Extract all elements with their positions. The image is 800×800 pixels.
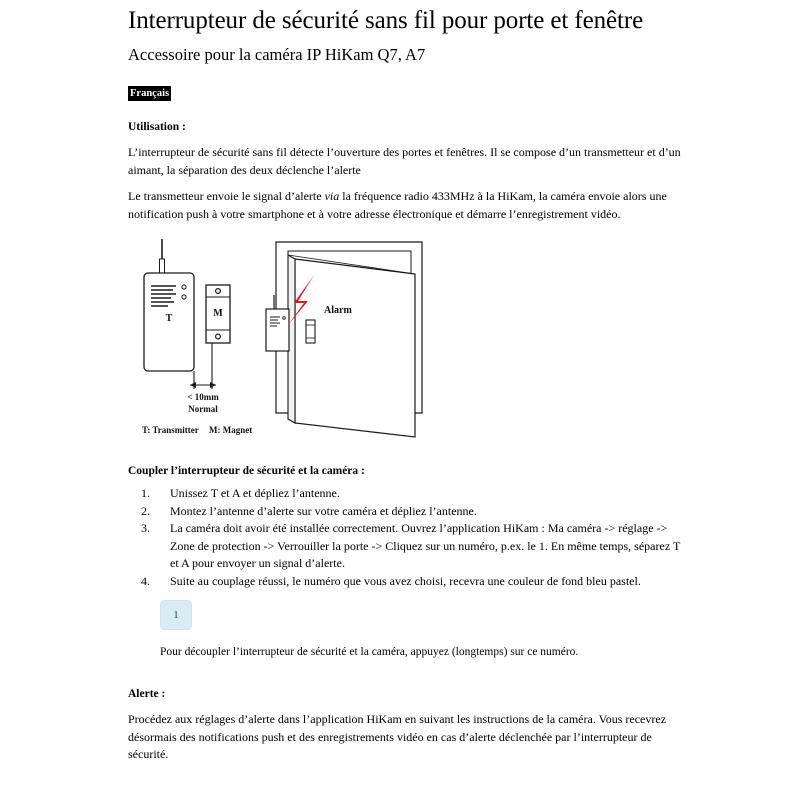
magnet-label: M — [213, 308, 223, 319]
utilisation-paragraph-2-part1: Le transmetteur envoie le signal d’alerte — [128, 189, 325, 203]
list-item — [128, 503, 685, 521]
dimension-arrow-left-icon — [190, 382, 196, 388]
diagram-svg — [128, 237, 428, 447]
diagram-legend-transmitter: T: Transmitter — [142, 425, 199, 435]
utilisation-paragraph-2 — [128, 188, 685, 223]
list-item — [128, 485, 685, 503]
gap-dimension-group — [187, 382, 219, 414]
step-text: Unissez T et A et dépliez l’antenne. — [170, 486, 340, 500]
step-text: Suite au couplage réussi, le numéro que vous avez choisi, recevra une couleur de fond bleu pastel. — [170, 573, 641, 588]
step-text: La caméra doit avoir été installée correctement. Ouvrez l’application HiKam : Ma caméra -> réglage -> Zone de protection -> Verrouiller la porte -> Cliquez sur un numéro, p.ex. le 1. En même temps, séparez T et A pour envoyer un signal d’alerte. — [170, 521, 681, 570]
door-transmitter-unit — [266, 295, 289, 351]
door-scene-group — [266, 242, 422, 437]
list-item — [128, 573, 685, 591]
unpair-note: Pour découpler l’interrupteur de sécurité et la caméra, appuyez (longtemps) sur ce numéro. — [160, 646, 579, 658]
list-item — [128, 520, 685, 573]
utilisation-paragraph-1: L’interrupteur de sécurité sans fil détecte l’ouverture des portes et fenêtres. Il se compose d’un transmetteur et d’un aimant, la séparation des deux déclenche l’alerte — [128, 145, 681, 177]
protection-zone-number-button[interactable]: 1 — [160, 600, 192, 630]
dimension-arrow-right-icon — [210, 382, 216, 388]
installation-diagram — [128, 237, 428, 447]
transmitter-group — [144, 239, 194, 389]
section-heading-alerte: Alerte : — [128, 688, 166, 700]
step-text: Montez l’antenne d’alerte sur votre caméra et dépliez l’antenne. — [170, 503, 477, 518]
section-heading-utilisation: Utilisation : — [128, 121, 186, 133]
door-unit-body — [266, 309, 289, 351]
alarm-label: Alarm — [324, 305, 352, 316]
alerte-paragraph: Procédez aux réglages d’alerte dans l’application HiKam en suivant les instructions de la caméra. Vous recevrez désormais des notifications push et des enregistrements vidéo en cas d’alerte déclenchée par l’interrupteur de sécurité. — [128, 712, 667, 761]
transmitter-label: T — [165, 313, 173, 324]
magnet-group — [206, 285, 230, 389]
section-heading-coupler: Coupler l’interrupteur de sécurité et la caméra : — [128, 465, 365, 477]
gap-label-line1: < 10mm — [187, 392, 219, 402]
utilisation-paragraph-2-italic: via — [324, 189, 340, 203]
pair-button-row — [128, 600, 685, 630]
door-magnet-strip — [306, 320, 315, 343]
language-tag-container — [128, 83, 685, 101]
step-number: 1. — [141, 486, 150, 500]
step-number: 3. — [141, 521, 150, 535]
page-subtitle: Accessoire pour la caméra IP HiKam Q7, A7 — [128, 45, 426, 64]
language-tag: Français — [130, 88, 170, 99]
step-number: 2. — [141, 503, 150, 518]
utilisation-paragraph-2-part2: la fréquence radio 433MHz à la HiKam, la caméra envoie alors une notification push à votre smartphone et à votre adresse électronique et démarre l’enregistrement vidéo. — [128, 189, 667, 221]
gap-label-line2: Normal — [188, 404, 218, 414]
pairing-steps-list — [128, 485, 685, 590]
page-title: Interrupteur de sécurité sans fil pour porte et fenêtre — [128, 7, 644, 34]
step-number: 4. — [141, 573, 150, 588]
door-panel-front — [295, 259, 415, 437]
diagram-legend-magnet: M: Magnet — [209, 425, 253, 435]
